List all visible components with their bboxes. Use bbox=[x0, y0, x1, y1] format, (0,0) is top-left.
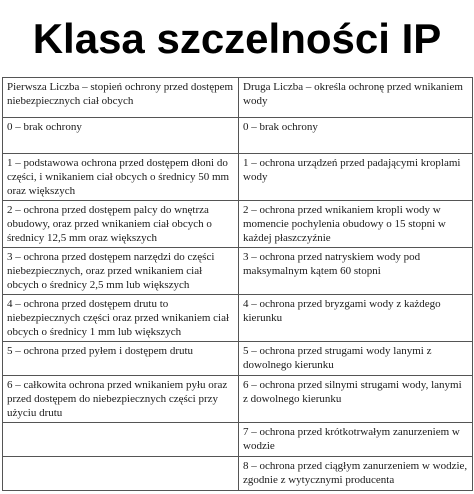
table-row bbox=[3, 201, 473, 248]
table-row bbox=[3, 118, 473, 154]
table-row bbox=[3, 376, 473, 423]
table-cell: 6 – ochrona przed silnymi strugami wody, lanymi z dowolnego kierunku bbox=[239, 376, 473, 423]
table-header-row bbox=[3, 78, 473, 118]
table-cell: 0 – brak ochrony bbox=[239, 118, 473, 154]
header-second-digit: Druga Liczba – określa ochronę przed wnikaniem wody bbox=[239, 78, 473, 118]
table-cell bbox=[3, 423, 239, 457]
table-cell: 0 – brak ochrony bbox=[3, 118, 239, 154]
table-cell: 6 – całkowita ochrona przed wnikaniem pyłu oraz przed dostępem do niebezpiecznych części przy użyciu drutu bbox=[3, 376, 239, 423]
table-cell: 4 – ochrona przed dostępem drutu to niebezpiecznych części oraz przed wnikaniem ciał obcych o średnicy 1 mm lub większych bbox=[3, 295, 239, 342]
table-cell: 4 – ochrona przed bryzgami wody z każdego kierunku bbox=[239, 295, 473, 342]
header-first-digit: Pierwsza Liczba – stopień ochrony przed dostępem niebezpiecznych ciał obcych bbox=[3, 78, 239, 118]
table-row bbox=[3, 248, 473, 295]
table-cell: 7 – ochrona przed krótkotrwałym zanurzeniem w wodzie bbox=[239, 423, 473, 457]
table-row bbox=[3, 295, 473, 342]
table-cell: 8 – ochrona przed ciągłym zanurzeniem w wodzie, zgodnie z wytycznymi producenta bbox=[239, 457, 473, 491]
table-cell: 1 – ochrona urządzeń przed padającymi kroplami wody bbox=[239, 154, 473, 201]
table-cell bbox=[3, 457, 239, 491]
table-cell: 2 – ochrona przed wnikaniem kropli wody w momencie pochylenia obudowy o 15 stopni w każdej płaszczyźnie bbox=[239, 201, 473, 248]
table-cell: 5 – ochrona przed strugami wody lanymi z dowolnego kierunku bbox=[239, 342, 473, 376]
table-row bbox=[3, 342, 473, 376]
table-cell: 5 – ochrona przed pyłem i dostępem drutu bbox=[3, 342, 239, 376]
table-row bbox=[3, 154, 473, 201]
table-row bbox=[3, 457, 473, 491]
table-cell: 3 – ochrona przed natryskiem wody pod maksymalnym kątem 60 stopni bbox=[239, 248, 473, 295]
page-title: Klasa szczelności IP bbox=[32, 15, 442, 62]
table-cell: 2 – ochrona przed dostępem palcy do wnętrza obudowy, oraz przed wnikaniem ciał obcych o średnicy 12,5 mm oraz większych bbox=[3, 201, 239, 248]
table-cell: 3 – ochrona przed dostępem narzędzi do części niebezpiecznych, oraz przed wnikaniem ciał obcych o średnicy 2,5 mm lub większych bbox=[3, 248, 239, 295]
table-row bbox=[3, 423, 473, 457]
table-cell: 1 – podstawowa ochrona przed dostępem dłoni do części, i wnikaniem ciał obcych o średnicy 50 mm oraz większych bbox=[3, 154, 239, 201]
ip-rating-table bbox=[2, 77, 473, 491]
